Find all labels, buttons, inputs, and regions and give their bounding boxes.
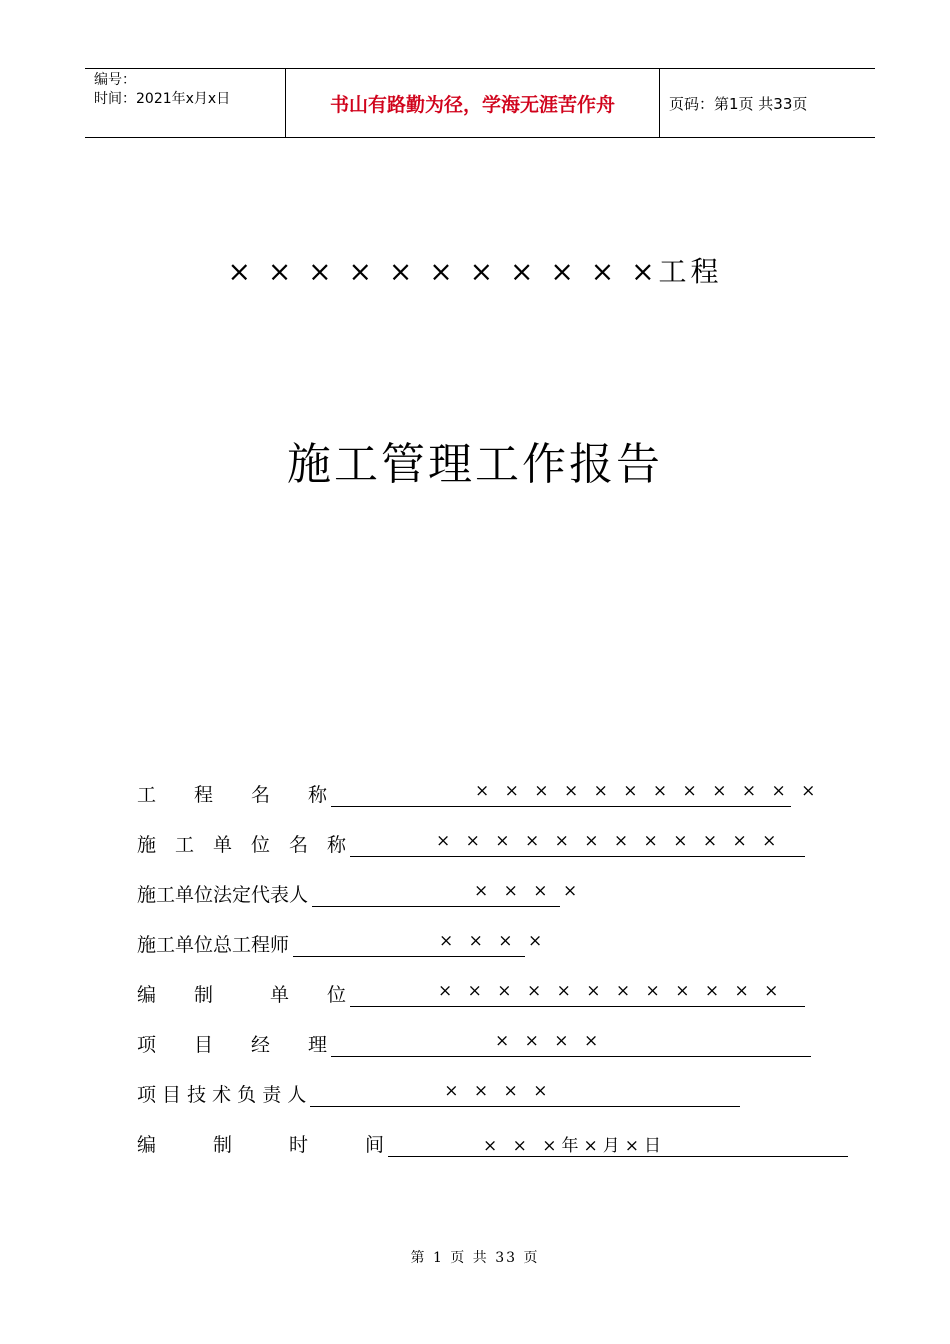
form-value: × × × × — [444, 1081, 553, 1101]
form-label: 编 制 时 间 — [137, 1134, 385, 1156]
form-underline — [350, 980, 805, 1007]
form-row-contractor-name — [137, 827, 805, 857]
form-value: × × ×年×月×日 — [483, 1136, 667, 1156]
form-value: × × × × × × × × × × × × — [438, 981, 784, 1001]
form-underline — [331, 780, 821, 807]
form-row-compile-date — [137, 1127, 848, 1157]
form-value: × × × × — [495, 1031, 604, 1051]
form-row-project-manager — [137, 1027, 811, 1057]
page-footer: 第 1 页 共 33 页 — [410, 1250, 540, 1266]
form-underline — [350, 830, 805, 857]
form-underline — [331, 1030, 811, 1057]
form-row-project-name — [137, 777, 821, 807]
form-underline — [293, 930, 548, 957]
form-row-compiling-unit — [137, 977, 805, 1007]
form-underline — [388, 1130, 848, 1157]
header-page-info: 页码：第1页 共33页 — [669, 94, 808, 113]
form-value: × × × × — [439, 931, 548, 951]
form-label: 工 程 名 称 — [137, 784, 328, 806]
form-label: 项 目 经 理 — [137, 1034, 328, 1056]
form-label: 编 制 单 位 — [137, 984, 347, 1006]
form-label: 施工单位法定代表人 — [137, 884, 309, 906]
form-underline — [312, 880, 583, 907]
report-title: 施工管理工作报告 — [287, 439, 663, 490]
header-motto: 书山有路勤为径，学海无涯苦作舟 — [285, 69, 660, 137]
header-meta — [85, 69, 285, 137]
document-header — [85, 68, 875, 138]
form-label: 施工单位总工程师 — [137, 934, 290, 956]
document-number-label: 编号： — [94, 72, 136, 88]
form-row-technical-lead — [137, 1077, 740, 1107]
document-time-label: 时间：2021年x月x日 — [94, 91, 231, 107]
project-title: × × × × × × × × × × ×工程 — [227, 255, 723, 288]
form-row-chief-engineer — [137, 927, 548, 957]
form-value: × × × × — [474, 881, 583, 901]
form-label: 施 工 单 位 名 称 — [137, 834, 347, 856]
form-value: × × × × × × × × × × × × — [475, 781, 821, 801]
form-row-legal-representative — [137, 877, 583, 907]
form-underline — [310, 1080, 740, 1107]
form-value: × × × × × × × × × × × × — [436, 831, 782, 851]
form-label: 项 目 技 术 负 责 人 — [137, 1084, 307, 1106]
